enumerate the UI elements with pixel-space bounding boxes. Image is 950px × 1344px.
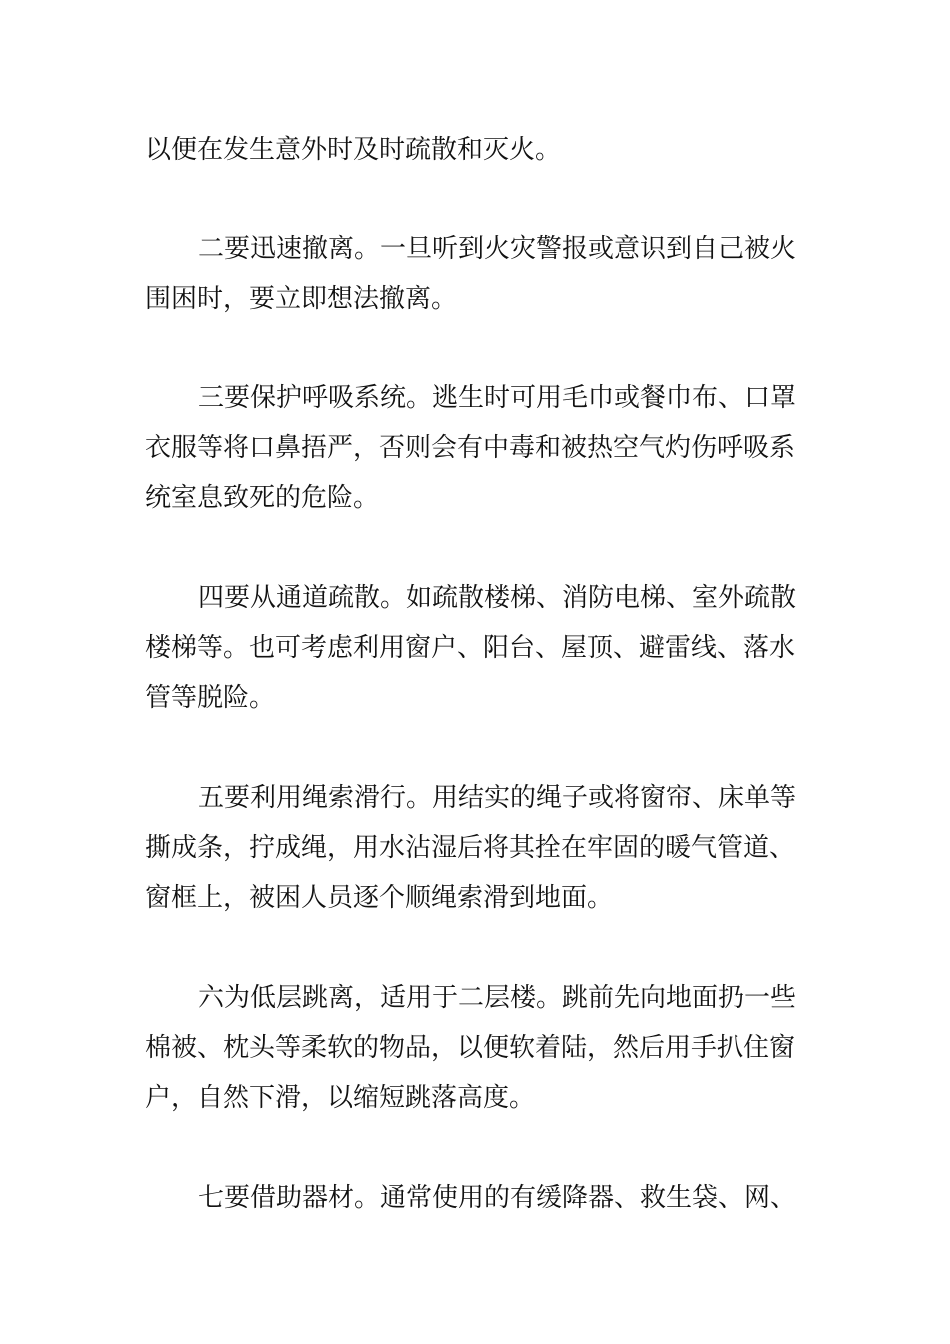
paragraph-2-line-2: 围困时，要立即想法撤离。 [145,284,458,314]
paragraph-3-line-1: 三要保护呼吸系统。逃生时可用毛巾或餐巾布、口罩 [198,383,797,413]
paragraph-6-line-1: 六为低层跳离，适用于二层楼。跳前先向地面扔一些 [198,983,797,1013]
paragraph-5-line-1: 五要利用绳索滑行。用结实的绳子或将窗帘、床单等 [198,783,797,813]
paragraph-5-line-2: 撕成条，拧成绳，用水沾湿后将其拴在牢固的暖气管道、 [145,833,796,863]
paragraph-4-line-3: 管等脱险。 [145,683,276,713]
paragraph-3-line-2: 衣服等将口鼻捂严，否则会有中毒和被热空气灼伤呼吸系 [145,433,796,463]
paragraph-6-line-2: 棉被、枕头等柔软的物品，以便软着陆，然后用手扒住窗 [145,1033,796,1063]
paragraph-3-line-3: 统室息致死的危险。 [145,483,380,513]
paragraph-2-line-1: 二要迅速撤离。一旦听到火灾警报或意识到自己被火 [198,234,797,264]
paragraph-5-line-3: 窗框上，被困人员逐个顺绳索滑到地面。 [145,883,614,913]
paragraph-4-line-1: 四要从通道疏散。如疏散楼梯、消防电梯、室外疏散 [198,583,797,613]
paragraph-6-line-3: 户，自然下滑，以缩短跳落高度。 [145,1083,536,1113]
paragraph-1-line-1: 以便在发生意外时及时疏散和灭火。 [145,135,562,165]
paragraph-4-line-2: 楼梯等。也可考虑利用窗户、阳台、屋顶、避雷线、落水 [145,633,796,663]
paragraph-7-line-1: 七要借助器材。通常使用的有缓降器、救生袋、网、 [198,1183,797,1213]
